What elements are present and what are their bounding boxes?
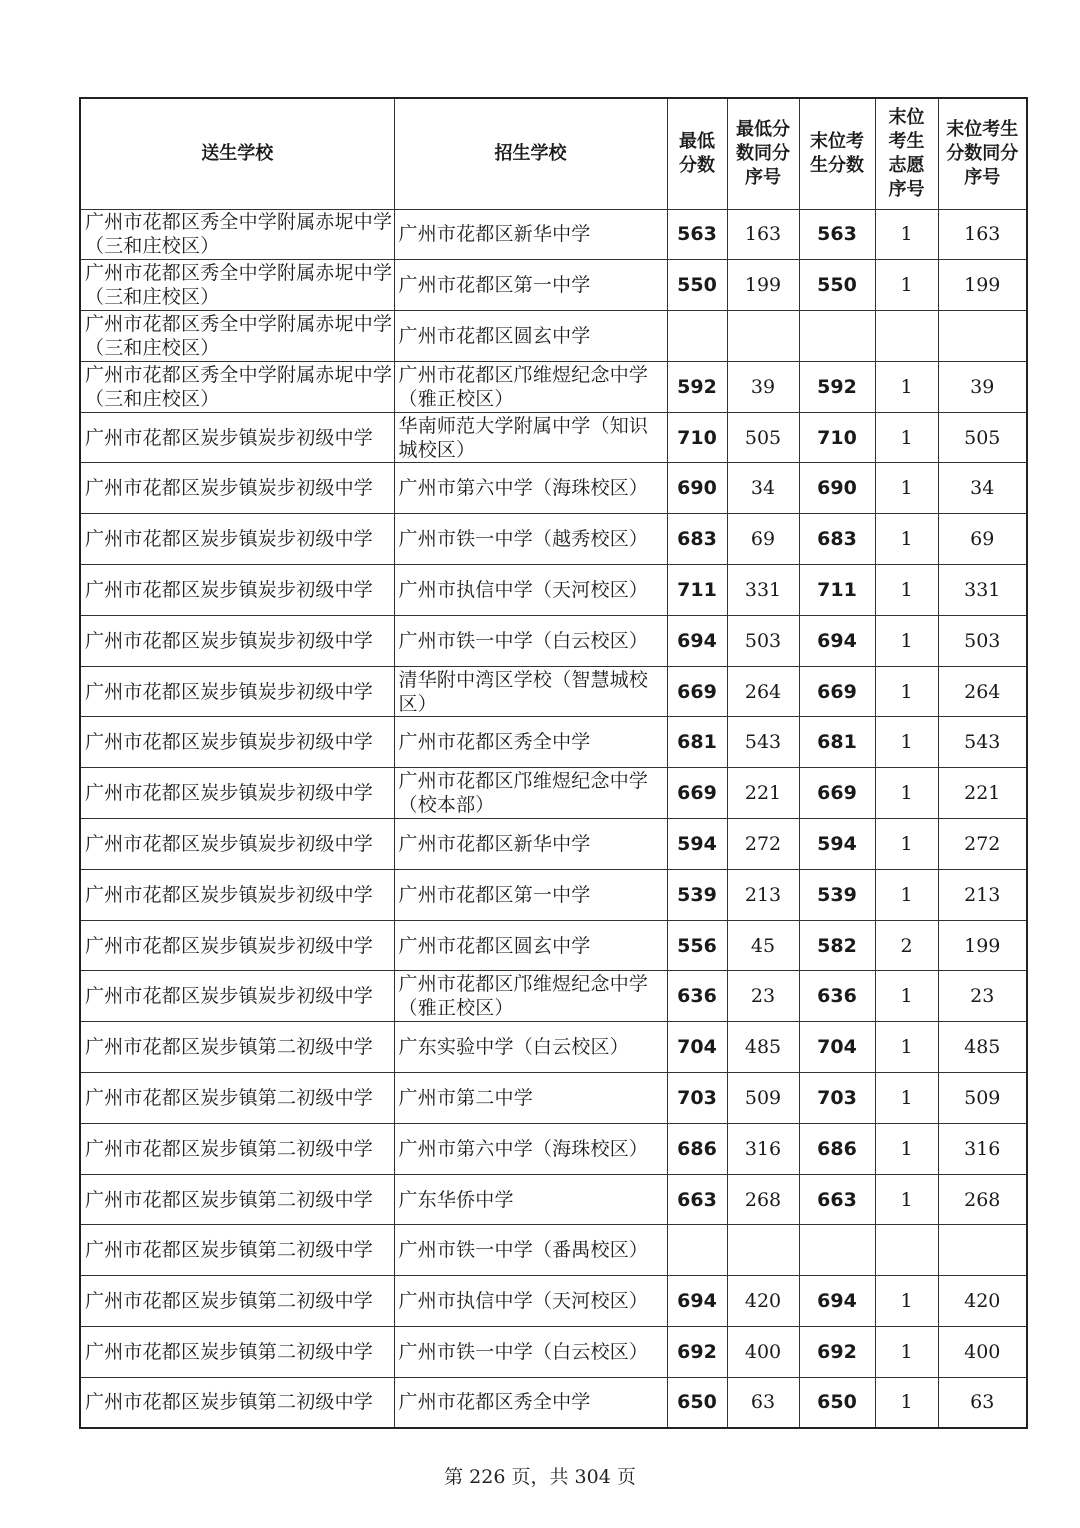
table-row — [80, 260, 1027, 311]
last-student-tie-rank-cell: 39 — [938, 361, 1027, 412]
sending-school-cell: 广州市花都区秀全中学附属赤坭中学（三和庄校区） — [80, 209, 394, 260]
last-student-tie-rank-cell: 163 — [938, 209, 1027, 260]
last-student-tie-rank-cell: 199 — [938, 920, 1027, 971]
min-score-tie-rank-cell: 316 — [727, 1123, 799, 1174]
last-student-score-cell: 681 — [799, 717, 875, 768]
admitting-school-cell: 广州市花都区第一中学 — [394, 869, 667, 920]
min-score-cell: 550 — [667, 260, 727, 311]
last-student-tie-rank-cell: 331 — [938, 565, 1027, 616]
sending-school-cell: 广州市花都区炭步镇炭步初级中学 — [80, 565, 394, 616]
min-score-tie-rank-cell: 69 — [727, 514, 799, 565]
min-score-cell: 694 — [667, 1276, 727, 1327]
last-student-choice-rank-cell: 1 — [875, 768, 938, 819]
sending-school-cell: 广州市花都区炭步镇炭步初级中学 — [80, 463, 394, 514]
sending-school-cell: 广州市花都区炭步镇炭步初级中学 — [80, 514, 394, 565]
sending-school-cell: 广州市花都区秀全中学附属赤坭中学（三和庄校区） — [80, 361, 394, 412]
min-score-cell: 594 — [667, 819, 727, 870]
min-score-tie-rank-cell: 163 — [727, 209, 799, 260]
last-student-tie-rank-cell: 34 — [938, 463, 1027, 514]
last-student-choice-rank-cell: 1 — [875, 1276, 938, 1327]
admitting-school-cell: 广州市花都区邝维煜纪念中学（雅正校区） — [394, 361, 667, 412]
header-admitting-school: 招生学校 — [394, 98, 667, 209]
table-header-row — [80, 98, 1027, 209]
min-score-cell: 663 — [667, 1174, 727, 1225]
last-student-tie-rank-cell: 69 — [938, 514, 1027, 565]
last-student-choice-rank-cell: 1 — [875, 1377, 938, 1428]
last-student-score-cell: 550 — [799, 260, 875, 311]
table-row — [80, 209, 1027, 260]
min-score-cell: 694 — [667, 615, 727, 666]
table-row — [80, 565, 1027, 616]
sending-school-cell: 广州市花都区炭步镇炭步初级中学 — [80, 819, 394, 870]
table-row — [80, 1022, 1027, 1073]
min-score-cell: 669 — [667, 666, 727, 717]
last-student-choice-rank-cell — [875, 311, 938, 362]
sending-school-cell: 广州市花都区炭步镇第二初级中学 — [80, 1123, 394, 1174]
admission-score-table — [79, 97, 1028, 1429]
sending-school-cell: 广州市花都区秀全中学附属赤坭中学（三和庄校区） — [80, 311, 394, 362]
last-student-choice-rank-cell: 1 — [875, 869, 938, 920]
min-score-cell — [667, 1225, 727, 1276]
min-score-tie-rank-cell: 45 — [727, 920, 799, 971]
last-student-choice-rank-cell: 1 — [875, 666, 938, 717]
sending-school-cell: 广州市花都区炭步镇炭步初级中学 — [80, 920, 394, 971]
header-last-student-tie-rank: 末位考生分数同分序号 — [938, 98, 1027, 209]
admitting-school-cell: 广州市铁一中学（白云校区） — [394, 615, 667, 666]
admitting-school-cell: 广州市执信中学（天河校区） — [394, 1276, 667, 1327]
last-student-score-cell: 636 — [799, 971, 875, 1022]
last-student-choice-rank-cell: 1 — [875, 1327, 938, 1378]
last-student-choice-rank-cell: 1 — [875, 514, 938, 565]
last-student-tie-rank-cell: 213 — [938, 869, 1027, 920]
min-score-tie-rank-cell: 39 — [727, 361, 799, 412]
last-student-tie-rank-cell: 420 — [938, 1276, 1027, 1327]
admitting-school-cell: 广州市花都区秀全中学 — [394, 717, 667, 768]
min-score-cell: 681 — [667, 717, 727, 768]
min-score-cell: 592 — [667, 361, 727, 412]
min-score-tie-rank-cell: 213 — [727, 869, 799, 920]
table-row — [80, 514, 1027, 565]
last-student-choice-rank-cell: 1 — [875, 463, 938, 514]
admitting-school-cell: 华南师范大学附属中学（知识城校区） — [394, 412, 667, 463]
min-score-cell: 650 — [667, 1377, 727, 1428]
last-student-tie-rank-cell: 509 — [938, 1073, 1027, 1124]
last-student-tie-rank-cell: 503 — [938, 615, 1027, 666]
min-score-tie-rank-cell: 264 — [727, 666, 799, 717]
last-student-score-cell: 694 — [799, 615, 875, 666]
last-student-choice-rank-cell: 1 — [875, 260, 938, 311]
admitting-school-cell: 清华附中湾区学校（智慧城校区） — [394, 666, 667, 717]
table-row — [80, 666, 1027, 717]
sending-school-cell: 广州市花都区炭步镇第二初级中学 — [80, 1225, 394, 1276]
admitting-school-cell: 广州市花都区圆玄中学 — [394, 920, 667, 971]
last-student-tie-rank-cell: 505 — [938, 412, 1027, 463]
last-student-tie-rank-cell: 264 — [938, 666, 1027, 717]
admitting-school-cell: 广东华侨中学 — [394, 1174, 667, 1225]
sending-school-cell: 广州市花都区炭步镇炭步初级中学 — [80, 412, 394, 463]
min-score-tie-rank-cell — [727, 1225, 799, 1276]
last-student-choice-rank-cell: 1 — [875, 412, 938, 463]
last-student-score-cell: 594 — [799, 819, 875, 870]
min-score-tie-rank-cell: 485 — [727, 1022, 799, 1073]
last-student-choice-rank-cell: 1 — [875, 361, 938, 412]
last-student-choice-rank-cell: 1 — [875, 819, 938, 870]
last-student-score-cell: 592 — [799, 361, 875, 412]
last-student-score-cell: 663 — [799, 1174, 875, 1225]
min-score-cell: 539 — [667, 869, 727, 920]
sending-school-cell: 广州市花都区炭步镇炭步初级中学 — [80, 615, 394, 666]
last-student-tie-rank-cell: 268 — [938, 1174, 1027, 1225]
min-score-cell — [667, 311, 727, 362]
min-score-cell: 711 — [667, 565, 727, 616]
header-last-student-choice-rank: 末位考生志愿序号 — [875, 98, 938, 209]
admitting-school-cell: 广州市花都区新华中学 — [394, 209, 667, 260]
table-body — [80, 209, 1027, 1428]
table-row — [80, 311, 1027, 362]
last-student-score-cell — [799, 1225, 875, 1276]
table-row — [80, 361, 1027, 412]
last-student-score-cell: 710 — [799, 412, 875, 463]
admitting-school-cell: 广州市花都区邝维煜纪念中学（校本部） — [394, 768, 667, 819]
last-student-choice-rank-cell: 1 — [875, 971, 938, 1022]
last-student-score-cell: 650 — [799, 1377, 875, 1428]
last-student-score-cell: 582 — [799, 920, 875, 971]
min-score-tie-rank-cell: 503 — [727, 615, 799, 666]
last-student-score-cell: 563 — [799, 209, 875, 260]
admitting-school-cell: 广州市花都区邝维煜纪念中学（雅正校区） — [394, 971, 667, 1022]
admitting-school-cell: 广州市铁一中学（番禺校区） — [394, 1225, 667, 1276]
last-student-choice-rank-cell: 1 — [875, 717, 938, 768]
admitting-school-cell: 广州市铁一中学（越秀校区） — [394, 514, 667, 565]
min-score-tie-rank-cell: 23 — [727, 971, 799, 1022]
min-score-cell: 704 — [667, 1022, 727, 1073]
last-student-score-cell: 704 — [799, 1022, 875, 1073]
table-row — [80, 1073, 1027, 1124]
last-student-choice-rank-cell: 1 — [875, 1073, 938, 1124]
min-score-cell: 636 — [667, 971, 727, 1022]
header-last-student-score: 末位考生分数 — [799, 98, 875, 209]
header-min-score: 最低分数 — [667, 98, 727, 209]
table-row — [80, 869, 1027, 920]
min-score-cell: 690 — [667, 463, 727, 514]
sending-school-cell: 广州市花都区炭步镇炭步初级中学 — [80, 666, 394, 717]
admitting-school-cell: 广州市铁一中学（白云校区） — [394, 1327, 667, 1378]
admitting-school-cell: 广州市花都区第一中学 — [394, 260, 667, 311]
last-student-score-cell: 669 — [799, 768, 875, 819]
sending-school-cell: 广州市花都区炭步镇炭步初级中学 — [80, 768, 394, 819]
sending-school-cell: 广州市花都区炭步镇第二初级中学 — [80, 1327, 394, 1378]
min-score-cell: 683 — [667, 514, 727, 565]
min-score-tie-rank-cell: 268 — [727, 1174, 799, 1225]
sending-school-cell: 广州市花都区秀全中学附属赤坭中学（三和庄校区） — [80, 260, 394, 311]
table-row — [80, 1276, 1027, 1327]
table-row — [80, 463, 1027, 514]
min-score-cell: 710 — [667, 412, 727, 463]
last-student-score-cell: 686 — [799, 1123, 875, 1174]
last-student-tie-rank-cell: 221 — [938, 768, 1027, 819]
admitting-school-cell: 广州市第六中学（海珠校区） — [394, 1123, 667, 1174]
table-row — [80, 920, 1027, 971]
sending-school-cell: 广州市花都区炭步镇第二初级中学 — [80, 1377, 394, 1428]
last-student-score-cell: 694 — [799, 1276, 875, 1327]
last-student-score-cell — [799, 311, 875, 362]
sending-school-cell: 广州市花都区炭步镇炭步初级中学 — [80, 869, 394, 920]
table-row — [80, 1327, 1027, 1378]
last-student-tie-rank-cell: 199 — [938, 260, 1027, 311]
last-student-choice-rank-cell — [875, 1225, 938, 1276]
min-score-cell: 703 — [667, 1073, 727, 1124]
last-student-tie-rank-cell: 400 — [938, 1327, 1027, 1378]
min-score-tie-rank-cell: 505 — [727, 412, 799, 463]
min-score-cell: 556 — [667, 920, 727, 971]
last-student-choice-rank-cell: 1 — [875, 615, 938, 666]
table-row — [80, 412, 1027, 463]
min-score-tie-rank-cell: 543 — [727, 717, 799, 768]
last-student-choice-rank-cell: 1 — [875, 1022, 938, 1073]
header-sending-school: 送生学校 — [80, 98, 394, 209]
min-score-tie-rank-cell: 34 — [727, 463, 799, 514]
last-student-tie-rank-cell: 63 — [938, 1377, 1027, 1428]
min-score-tie-rank-cell: 199 — [727, 260, 799, 311]
admitting-school-cell: 广州市花都区新华中学 — [394, 819, 667, 870]
table-row — [80, 615, 1027, 666]
last-student-score-cell: 692 — [799, 1327, 875, 1378]
min-score-tie-rank-cell: 272 — [727, 819, 799, 870]
header-min-score-tie-rank: 最低分数同分序号 — [727, 98, 799, 209]
admitting-school-cell: 广东实验中学（白云校区） — [394, 1022, 667, 1073]
sending-school-cell: 广州市花都区炭步镇炭步初级中学 — [80, 971, 394, 1022]
min-score-tie-rank-cell: 400 — [727, 1327, 799, 1378]
last-student-score-cell: 683 — [799, 514, 875, 565]
min-score-cell: 563 — [667, 209, 727, 260]
min-score-cell: 686 — [667, 1123, 727, 1174]
min-score-tie-rank-cell: 63 — [727, 1377, 799, 1428]
last-student-score-cell: 703 — [799, 1073, 875, 1124]
table-row — [80, 717, 1027, 768]
table-row — [80, 768, 1027, 819]
last-student-choice-rank-cell: 2 — [875, 920, 938, 971]
sending-school-cell: 广州市花都区炭步镇炭步初级中学 — [80, 717, 394, 768]
last-student-tie-rank-cell: 485 — [938, 1022, 1027, 1073]
last-student-tie-rank-cell — [938, 1225, 1027, 1276]
table-row — [80, 1123, 1027, 1174]
last-student-tie-rank-cell: 23 — [938, 971, 1027, 1022]
last-student-tie-rank-cell: 316 — [938, 1123, 1027, 1174]
sending-school-cell: 广州市花都区炭步镇第二初级中学 — [80, 1174, 394, 1225]
admitting-school-cell: 广州市第六中学（海珠校区） — [394, 463, 667, 514]
table-row — [80, 971, 1027, 1022]
min-score-tie-rank-cell: 509 — [727, 1073, 799, 1124]
admitting-school-cell: 广州市第二中学 — [394, 1073, 667, 1124]
admitting-school-cell: 广州市花都区秀全中学 — [394, 1377, 667, 1428]
last-student-tie-rank-cell — [938, 311, 1027, 362]
last-student-choice-rank-cell: 1 — [875, 209, 938, 260]
table-row — [80, 1377, 1027, 1428]
table-row — [80, 1225, 1027, 1276]
sending-school-cell: 广州市花都区炭步镇第二初级中学 — [80, 1022, 394, 1073]
sending-school-cell: 广州市花都区炭步镇第二初级中学 — [80, 1276, 394, 1327]
last-student-choice-rank-cell: 1 — [875, 1123, 938, 1174]
admitting-school-cell: 广州市花都区圆玄中学 — [394, 311, 667, 362]
last-student-score-cell: 669 — [799, 666, 875, 717]
last-student-score-cell: 711 — [799, 565, 875, 616]
min-score-tie-rank-cell: 221 — [727, 768, 799, 819]
last-student-score-cell: 539 — [799, 869, 875, 920]
table-row — [80, 819, 1027, 870]
last-student-tie-rank-cell: 543 — [938, 717, 1027, 768]
sending-school-cell: 广州市花都区炭步镇第二初级中学 — [80, 1073, 394, 1124]
min-score-cell: 669 — [667, 768, 727, 819]
last-student-tie-rank-cell: 272 — [938, 819, 1027, 870]
min-score-tie-rank-cell: 420 — [727, 1276, 799, 1327]
admitting-school-cell: 广州市执信中学（天河校区） — [394, 565, 667, 616]
min-score-tie-rank-cell: 331 — [727, 565, 799, 616]
min-score-tie-rank-cell — [727, 311, 799, 362]
last-student-score-cell: 690 — [799, 463, 875, 514]
last-student-choice-rank-cell: 1 — [875, 1174, 938, 1225]
min-score-cell: 692 — [667, 1327, 727, 1378]
last-student-choice-rank-cell: 1 — [875, 565, 938, 616]
page-number-footer: 第 226 页，共 304 页 — [444, 1466, 636, 1488]
table-row — [80, 1174, 1027, 1225]
